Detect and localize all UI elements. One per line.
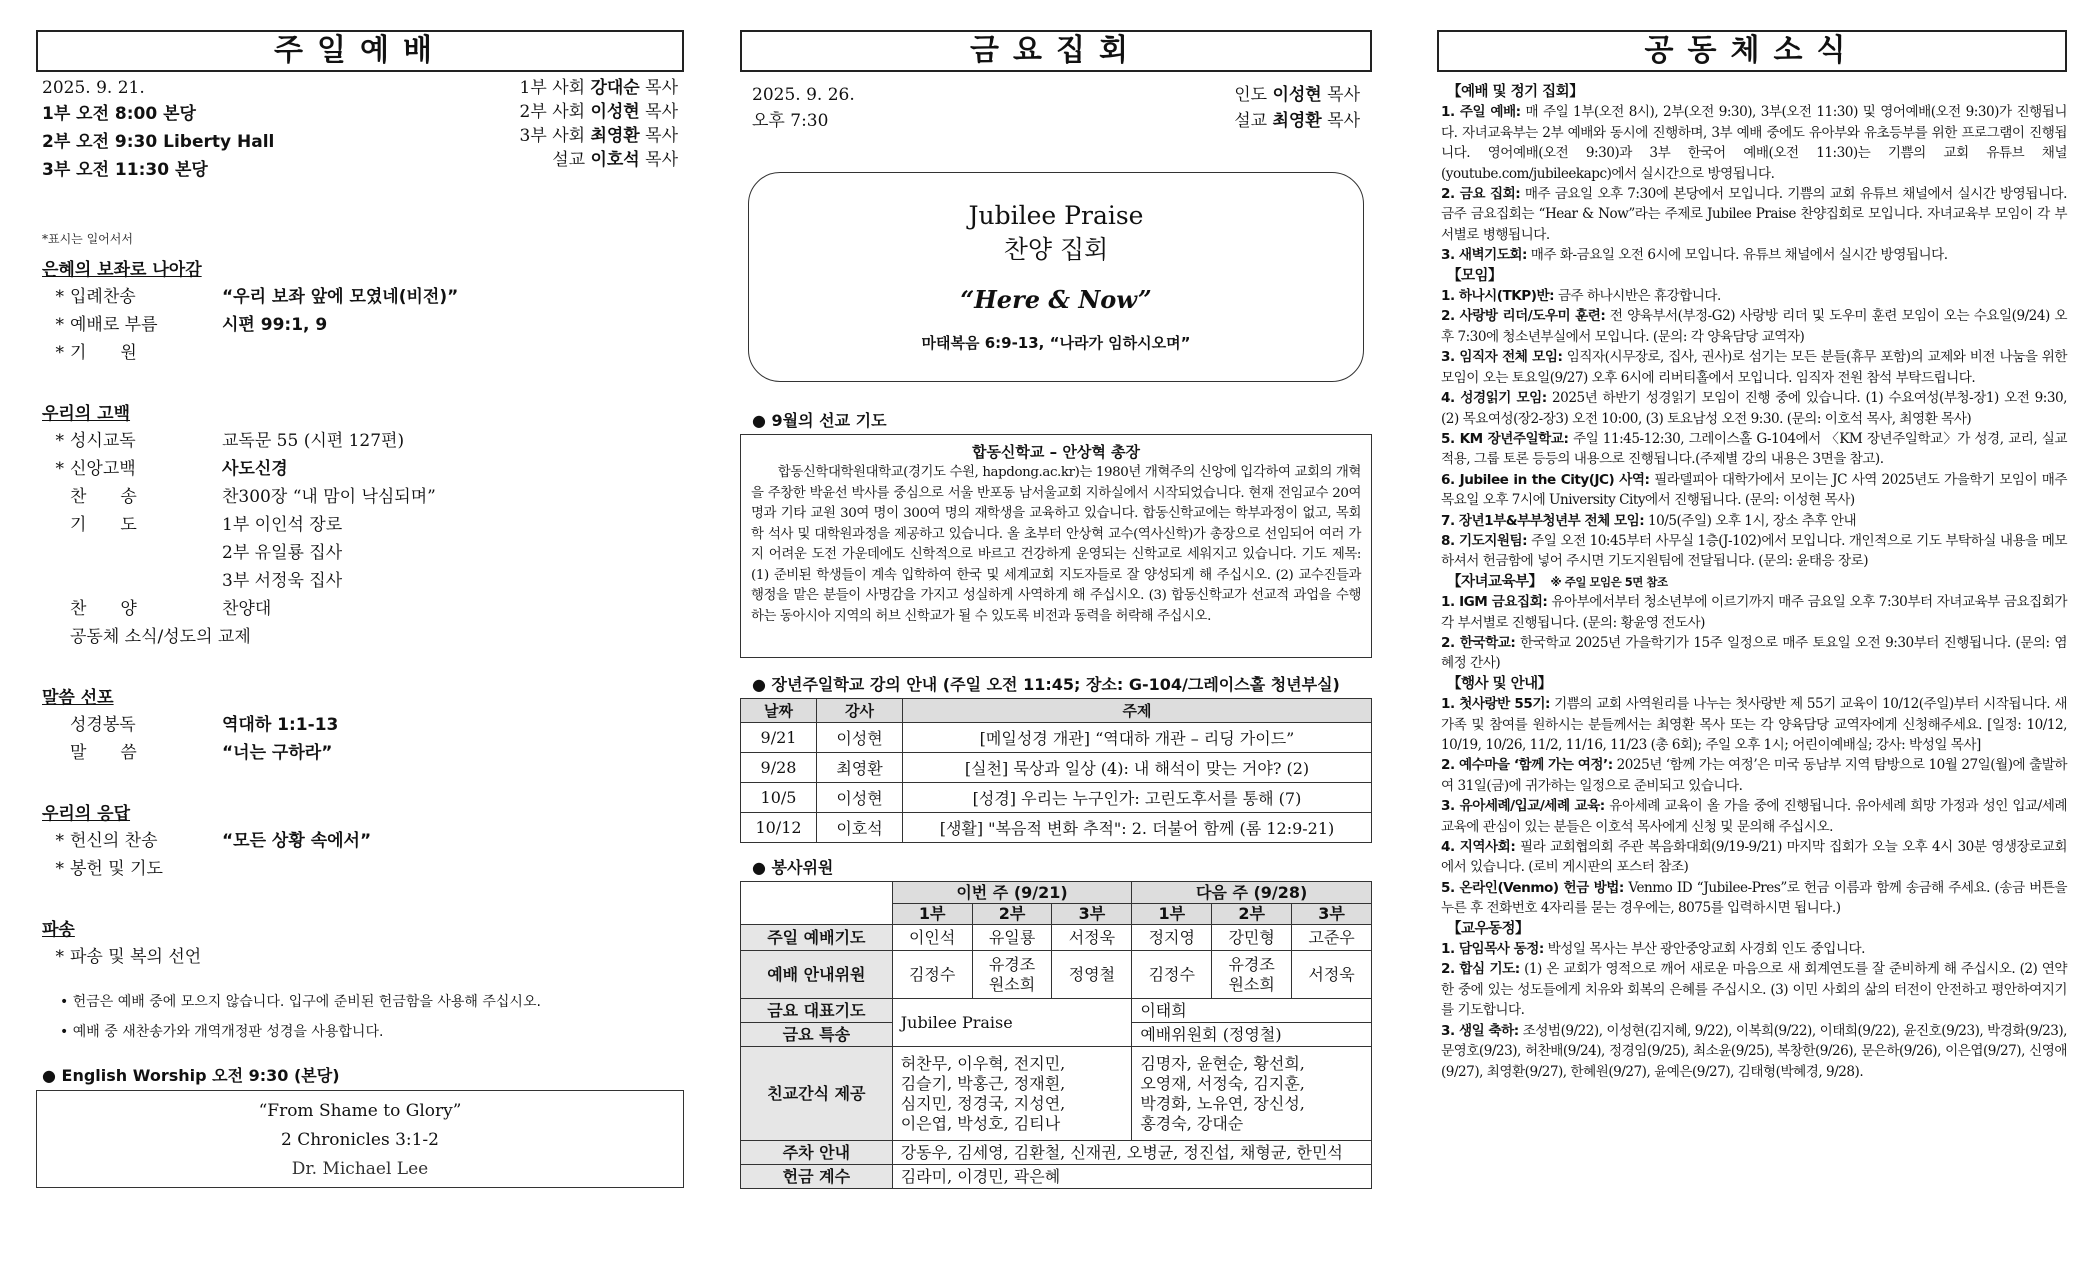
- order-value: “너는 구하라”: [222, 743, 333, 763]
- sunday-leader-line: [520, 148, 678, 172]
- parking-label: 주차 안내: [741, 1141, 893, 1165]
- news-item-heading: 3. 임직자 전체 모임:: [1441, 349, 1563, 366]
- sunday-leader-line: [520, 124, 678, 148]
- stand-marker: *: [55, 431, 64, 451]
- friday-header: [740, 72, 1372, 172]
- leader-title: 목사: [645, 78, 678, 98]
- order-of-worship: [36, 257, 684, 971]
- news-category: [1447, 919, 2067, 939]
- snack-line: 오영재, 서정숙, 김지훈,: [1140, 1073, 1305, 1093]
- english-worship-box: [36, 1090, 684, 1188]
- sunday-worship-title: 주일예배: [36, 30, 684, 72]
- section-title: 파송: [42, 920, 75, 940]
- order-value: “모든 상황 속에서”: [222, 831, 372, 851]
- order-label: [70, 567, 222, 595]
- news-item-heading: 7. 장년1부&부부청년부 전체 모임:: [1441, 512, 1645, 529]
- news-item: [1441, 102, 2067, 184]
- order-row: [36, 511, 684, 539]
- english-scripture: 2 Chronicles 3:1-2: [281, 1130, 439, 1150]
- stand-marker: *: [55, 343, 64, 363]
- order-row: [36, 711, 684, 739]
- news-item: [1441, 388, 2067, 429]
- sunday-prayer-label: 주일 예배기도: [741, 925, 893, 951]
- snack-line: 김명자, 윤현순, 황선희,: [1140, 1053, 1305, 1073]
- section-title: 우리의 응답: [42, 804, 131, 824]
- jubilee-scripture: 마태복음 6:9-13, “나라가 임하시오며”: [921, 334, 1191, 352]
- news-item: [1441, 959, 2067, 1020]
- stand-marker: *: [55, 859, 64, 879]
- snacks-this: [892, 1047, 1132, 1141]
- friday-leader-line: [1234, 108, 1360, 134]
- sunday-leader-line: [520, 76, 678, 100]
- order-value: [251, 623, 684, 651]
- ushers-label: 예배 안내위원: [741, 951, 893, 999]
- category-title: 【예배 및 정기 집회】: [1447, 84, 1584, 100]
- next-part-2: 2부: [1212, 904, 1292, 925]
- stand-marker: [36, 595, 70, 623]
- next-part-1: 1부: [1132, 904, 1212, 925]
- snack-line: 홍경숙, 강대순: [1140, 1113, 1244, 1133]
- order-label: 파송 및 복의 선언: [70, 947, 202, 967]
- order-row: [36, 283, 684, 311]
- leader-name: 강대순: [590, 78, 640, 98]
- news-item-heading: 1. 담임목사 동정:: [1441, 941, 1544, 958]
- lecture-topic: [생활] "복음적 변화 추적": 2. 더불어 함께 (롬 12:9-21): [903, 813, 1372, 843]
- section-title: 은혜의 보좌로 나아감: [42, 260, 202, 280]
- next-week-header: 다음 주 (9/28): [1132, 882, 1372, 904]
- order-row: [36, 623, 684, 651]
- order-value: 찬양대: [222, 599, 272, 619]
- order-label: 말 씀: [70, 743, 137, 763]
- service-1-time: 1부 오전 8:00 본당: [42, 104, 196, 124]
- ushers-this-2: 유경조 원소희: [972, 951, 1052, 999]
- sunday-prayer-row: [741, 925, 1372, 951]
- lecture-table: [740, 698, 1372, 843]
- news-item: [1441, 878, 2067, 919]
- news-item: [1441, 531, 2067, 572]
- news-item-heading: 2. 합심 기도:: [1441, 961, 1520, 978]
- lecture-date: 10/5: [741, 783, 817, 813]
- order-label: 찬 송: [70, 487, 137, 507]
- stand-marker: *: [55, 947, 64, 967]
- order-value: 역대하 1:1-13: [222, 715, 339, 735]
- order-label: 찬 양: [70, 599, 137, 619]
- news-item: [1441, 755, 2067, 796]
- order-label: [70, 539, 222, 567]
- news-item: [1441, 184, 2067, 245]
- news-item: [1441, 306, 2067, 347]
- news-item-text: 주일 오전 10:45부터 사무실 1층(J-102)에서 모입니다. 개인적으로 기도 부탁하실 내용을 메모하셔서 헌금함에 넣어 주시면 기도지원팀에 전달됩니다. (문의: 윤태응 장로): [1441, 532, 2067, 570]
- lecture-rows: [741, 723, 1372, 843]
- stand-marker: [36, 711, 70, 739]
- snacks-next: [1132, 1047, 1372, 1141]
- stand-marker: [36, 739, 70, 767]
- news-category: [1447, 82, 2067, 102]
- news-item: [1441, 470, 2067, 511]
- friday-gathering-title: 금요집회: [740, 30, 1372, 72]
- stand-note: *표시는 일어서서: [42, 232, 133, 246]
- community-news-body: [1437, 72, 2067, 1082]
- stand-marker: *: [55, 315, 64, 335]
- news-item: [1441, 796, 2067, 837]
- order-row: [36, 427, 684, 455]
- parking-row: [741, 1141, 1372, 1165]
- order-row: [36, 827, 684, 855]
- lecture-row: [741, 753, 1372, 783]
- service-3-time: 3부 오전 11:30 본당: [42, 160, 208, 180]
- lecture-col-speaker: 강사: [817, 699, 903, 723]
- news-item: [1441, 633, 2067, 674]
- stand-marker: [36, 623, 70, 651]
- news-item-text: 금주 하나시반은 휴강합니다.: [1554, 288, 1721, 305]
- sunday-prayer-next-1: 정지영: [1132, 925, 1212, 951]
- news-item-heading: 4. 성경읽기 모임:: [1441, 390, 1547, 407]
- news-item-heading: 1. 첫사랑반 55기:: [1441, 696, 1550, 713]
- servers-week-row: [741, 882, 1372, 904]
- this-part-1: 1부: [892, 904, 972, 925]
- lecture-date: 9/28: [741, 753, 817, 783]
- friday-time: 오후 7:30: [752, 111, 829, 131]
- jubilee-praise-box: [748, 172, 1364, 382]
- news-item-heading: 2. 한국학교:: [1441, 634, 1516, 651]
- order-label: 기 원: [70, 343, 137, 363]
- stand-marker: [36, 511, 70, 539]
- news-item-text: 전 양육부서(부정-G2) 사랑방 리더 및 도우미 훈련 모임이 오는 수요일(9/24) 오후 7:30에 청소년부실에서 모입니다. (문의: 각 양육담당 교역자): [1441, 308, 2067, 345]
- ushers-row: [741, 951, 1372, 999]
- lecture-speaker: 이성현: [817, 783, 903, 813]
- order-label: 입례찬송: [70, 287, 136, 307]
- news-item-text: 필라델피아 대학가에서 모이는 JC 사역 2025년도 가을학기 모임이 매주 목요일 오후 7시에 University City에서 진행됩니다. (문의: 이성현 목사): [1441, 471, 2067, 509]
- stand-marker: *: [55, 287, 64, 307]
- order-row: [36, 567, 684, 595]
- news-item-text: 필라 교회협의회 주관 복음화대회(9/19-9/21) 마지막 집회가 오늘 오후 4시 30분 영생장로교회에서 있습니다. (로비 게시판의 포스터 참조): [1441, 839, 2067, 876]
- news-item-heading: 5. 온라인(Venmo) 헌금 방법:: [1441, 879, 1624, 896]
- snack-line: 심지민, 정경국, 지성연,: [900, 1093, 1066, 1113]
- news-item-text: 10/5(주일) 오후 1시, 장소 추후 안내: [1644, 512, 1857, 529]
- news-item: [1441, 939, 2067, 959]
- order-row: [36, 339, 684, 367]
- leader-role: 인도: [1234, 85, 1268, 105]
- section-gap: [36, 767, 684, 801]
- news-item-text: 임직자(시무장로, 집사, 권사)로 섬기는 모든 분들(휴무 포함)의 교제와 비전 나눔을 위한 모임이 오는 토요일(9/27) 오후 6시에 리버티홀에서 모입니다. 임직자 전원 참석 부탁드립니다.: [1441, 349, 2067, 386]
- news-item-text: 매주 금요일 오후 7:30에 본당에서 모입니다. 기쁨의 교회 유튜브 채널에서 실시간 방영됩니다. 금주 금요집회는 “Hear & Now”라는 주제로 Jubilee Praise 찬양집회로 모입니다. 자녀교육부 모임이 각 부서별로 병행됩니다.: [1441, 186, 2067, 243]
- news-item-text: 박성일 목사는 부산 광안중앙교회 사경회 인도 중입니다.: [1543, 941, 1865, 958]
- news-item: [1441, 592, 2067, 633]
- friday-special-next: 예배위원회 (정영철): [1132, 1023, 1372, 1047]
- leader-role: 2부 사회: [519, 102, 586, 122]
- order-label: 성경봉독: [70, 715, 136, 735]
- sunday-leaders: [520, 76, 678, 172]
- section-gap: [36, 367, 684, 401]
- sunday-prayer-next-2: 강민형: [1212, 925, 1292, 951]
- news-item-heading: 3. 새벽기도회:: [1441, 247, 1527, 264]
- service-2-time: 2부 오전 9:30 Liberty Hall: [42, 132, 275, 152]
- order-label: 기 도: [70, 515, 137, 535]
- lecture-col-date: 날짜: [741, 699, 817, 723]
- lecture-date: 9/21: [741, 723, 817, 753]
- order-value: 교독문 55 (시편 127편): [222, 431, 405, 451]
- leader-title: 목사: [1327, 85, 1360, 105]
- leader-name: 이호석: [590, 150, 640, 170]
- order-value: [137, 339, 684, 367]
- this-part-2: 2부: [972, 904, 1052, 925]
- leader-role: 설교: [552, 150, 586, 170]
- servers-heading: ● 봉사위원: [752, 858, 834, 877]
- order-row: [36, 483, 684, 511]
- leader-title: 목사: [645, 126, 678, 146]
- lecture-topic: [성경] 우리는 누구인가: 고린도후서를 통해 (7): [903, 783, 1372, 813]
- offering-count-value: 김라미, 이경민, 곽은혜: [892, 1165, 1371, 1189]
- community-news-title: 공동체소식: [1437, 30, 2067, 72]
- worship-notes: [36, 987, 684, 1047]
- servers-table: [740, 881, 1372, 1189]
- news-item: [1441, 1021, 2067, 1082]
- news-item: [1441, 837, 2067, 878]
- order-value: 사도신경: [222, 459, 288, 479]
- lecture-speaker: 최영환: [817, 753, 903, 783]
- snacks-label: 친교간식 제공: [741, 1047, 893, 1141]
- order-value: 시편 99:1, 9: [222, 315, 328, 335]
- news-item-heading: 1. 하나시(TKP)반:: [1441, 288, 1555, 305]
- order-label: 공동체 소식/성도의 교제: [70, 627, 251, 647]
- this-week-header: 이번 주 (9/21): [892, 882, 1132, 904]
- news-item-text: 조성범(9/22), 이성현(김지혜, 9/22), 이복희(9/22), 이태희(9/22), 윤진호(9/23), 박경화(9/23), 문영호(9/23), 허찬배(9/24), 정경임(9/25), 최소윤(9/25), 복창한(9/26), 문은하(9/26), 이은엽(9/27), 신영애(9/27), 최영환(9/27), 한혜원(9/27), 윤예은(9/27), 김태형(박혜경, 9/28).: [1441, 1022, 2067, 1080]
- sunday-prayer-this-3: 서정욱: [1052, 925, 1132, 951]
- news-item-heading: 5. KM 장년주일학교:: [1441, 430, 1569, 447]
- leader-name: 이성현: [1272, 85, 1322, 105]
- friday-leader-line: [1234, 82, 1360, 108]
- ushers-next-2: 유경조 원소희: [1212, 951, 1292, 999]
- friday-special-label: 금요 특송: [741, 1023, 893, 1047]
- bible-note: • 예배 중 새찬송가와 개역개정판 성경을 사용합니다.: [60, 1024, 384, 1040]
- news-item-heading: 4. 지역사회:: [1441, 839, 1516, 856]
- news-item-text: 2025년 하반기 성경읽기 모임이 진행 중에 있습니다. (1) 수요여성(부청-장1) 오전 9:30, (2) 목요여성(장2-장3) 오전 10:00, (3) 토요남성 오전 9:30. (문의: 이호석 목사, 최영환 목사): [1441, 390, 2067, 427]
- news-category: [1447, 572, 2067, 592]
- jubilee-subtitle: 찬양 집회: [1003, 235, 1109, 264]
- news-item-text: (1) 온 교회가 영적으로 깨어 새로운 마음으로 새 회계연도를 잘 준비하게 해 주십시오. (2) 연약한 중에 있는 성도들에게 치유와 회복의 은혜를 주십시오. (3) 이민 사회의 삶의 터전이 안전하고 평안하여지기를 기도합니다.: [1441, 961, 2068, 1019]
- category-note: ※ 주일 모임은 5면 참조: [1550, 574, 1668, 589]
- ushers-this-1: 김정수: [892, 951, 972, 999]
- news-item-heading: 2. 예수마을 ‘함께 가는 여정’:: [1441, 757, 1613, 774]
- friday-leaders: [1234, 82, 1360, 134]
- stand-marker: [36, 567, 70, 595]
- friday-special-this: Jubilee Praise: [892, 999, 1132, 1047]
- order-value: [163, 855, 684, 883]
- order-label: 신앙고백: [70, 459, 136, 479]
- order-row: [36, 539, 684, 567]
- news-category: [1447, 266, 2067, 286]
- mission-prayer-heading: ● 9월의 선교 기도: [752, 411, 887, 430]
- section-title: 우리의 고백: [42, 404, 131, 424]
- order-label: 봉헌 및 기도: [70, 859, 163, 879]
- mission-box-title: 합동신학교 – 안상혁 총장: [971, 443, 1141, 461]
- lecture-date: 10/12: [741, 813, 817, 843]
- stand-marker: [36, 539, 70, 567]
- leader-title: 목사: [645, 102, 678, 122]
- news-item: [1441, 511, 2067, 531]
- leader-title: 목사: [645, 150, 678, 170]
- leader-title: 목사: [1327, 111, 1360, 131]
- order-row: [36, 739, 684, 767]
- stand-marker: *: [55, 831, 64, 851]
- leader-name: 이성현: [590, 102, 640, 122]
- order-value: 찬300장 “내 맘이 낙심되며”: [222, 487, 436, 507]
- news-item-text: 유아세례 교육이 올 가을 중에 진행됩니다. 유아세례 희망 가정과 성인 입교/세례 교육에 관심이 있는 분들은 이호석 목사에게 신청 및 문의해 주십시오.: [1441, 798, 2067, 835]
- mission-prayer-box: [740, 434, 1372, 658]
- snacks-row: [741, 1047, 1372, 1141]
- order-row: [36, 311, 684, 339]
- order-label: 예배로 부름: [70, 315, 158, 335]
- news-item-text: 유아부에서부터 청소년부에 이르기까지 매주 금요일 오후 7:30부터 자녀교육부 금요집회가 각 부서별로 진행됩니다. (문의: 황윤영 전도사): [1441, 594, 2067, 631]
- order-label: 헌신의 찬송: [70, 831, 158, 851]
- lecture-heading: ● 장년주일학교 강의 안내 (주일 오전 11:45; 장소: G-104/그레이스홀 청년부실): [752, 675, 1340, 694]
- offering-count-label: 헌금 계수: [741, 1165, 893, 1189]
- lecture-topic: [실천] 묵상과 일상 (4): 내 해석이 맞는 거야? (2): [903, 753, 1372, 783]
- ushers-this-3: 정영철: [1052, 951, 1132, 999]
- order-value: 1부 이인석 장로: [222, 515, 343, 535]
- category-title: 【교우동정】: [1447, 920, 1530, 937]
- news-item-heading: 1. 주일 예배:: [1441, 104, 1521, 121]
- leader-name: 최영환: [1272, 111, 1322, 131]
- english-speaker: Dr. Michael Lee: [291, 1159, 429, 1179]
- lecture-speaker: 이성현: [817, 723, 903, 753]
- order-value: [201, 943, 684, 971]
- english-sermon-title: “From Shame to Glory”: [258, 1101, 462, 1121]
- news-item-heading: 1. IGM 금요집회:: [1441, 594, 1548, 611]
- news-item-heading: 2. 사랑방 리더/도우미 훈련:: [1441, 308, 1606, 325]
- snack-line: 이은엽, 박성호, 김티나: [900, 1113, 1061, 1133]
- order-value: 2부 유일룡 집사: [222, 543, 343, 563]
- news-item: [1441, 694, 2067, 755]
- snack-line: 김슬기, 박홍근, 정재흰,: [900, 1073, 1066, 1093]
- news-item-text: 매 주일 1부(오전 8시), 2부(오전 9:30), 3부(오전 11:30) 및 영어예배(오전 9:30)가 진행됩니다. 자녀교육부는 2부 예배와 동시에 진행하며, 3부 예배 중에도 유아부와 유초등부를 위한 프로그램이 진행됩니다. 영어예배(오전 9:30)과 3부 한국어 예배(오전 11:30)는 기쁨의 교회 유튜브 채널(youtube.com/jubileekapc)에서 실시간으로 방영됩니다.: [1441, 104, 2067, 182]
- category-title: 【모임】: [1447, 267, 1503, 284]
- sunday-prayer-this-1: 이인석: [892, 925, 972, 951]
- order-row: [36, 595, 684, 623]
- sunday-date: 2025. 9. 21.: [42, 78, 145, 98]
- friday-prayer-label: 금요 대표기도: [741, 999, 893, 1023]
- order-value: “우리 보좌 앞에 모였네(비전)”: [222, 287, 459, 307]
- snack-line: 박경화, 노유연, 장신성,: [1140, 1093, 1305, 1113]
- snack-line: 허찬무, 이우혁, 전지민,: [900, 1053, 1066, 1073]
- category-title: 【행사 및 안내】: [1447, 675, 1552, 692]
- news-item-heading: 3. 유아세례/입교/세례 교육:: [1441, 798, 1605, 815]
- lecture-row: [741, 723, 1372, 753]
- order-label: 성시교독: [70, 431, 136, 451]
- leader-role: 3부 사회: [519, 126, 586, 146]
- news-item: [1441, 429, 2067, 470]
- section-gap: [36, 651, 684, 685]
- lecture-topic: [메일성경 개관] “역대하 개관 – 리딩 가이드”: [903, 723, 1372, 753]
- ushers-next-1: 김정수: [1132, 951, 1212, 999]
- news-item-text: 주일 11:45-12:30, 그레이스홀 G-104에서 〈KM 장년주일학교〉가 성경, 교리, 실교 적용, 그룹 토론 등등의 내용으로 진행됩니다.(주제별 강의 내용은 3면을 참고).: [1441, 430, 2068, 468]
- news-item-text: 매주 화-금요일 오전 6시에 모입니다. 유튜브 채널에서 실시간 방영됩니다.: [1526, 247, 1948, 264]
- offering-count-row: [741, 1165, 1372, 1189]
- category-title: 【자녀교육부】: [1447, 573, 1543, 590]
- friday-prayer-row: [741, 999, 1372, 1023]
- jubilee-title: Jubilee Praise: [968, 201, 1144, 230]
- order-row: [36, 943, 684, 971]
- next-part-3: 3부: [1292, 904, 1372, 925]
- lecture-row: [741, 813, 1372, 843]
- order-row: [36, 855, 684, 883]
- news-item-text: 기쁨의 교회 사역원리를 나누는 첫사랑반 제 55기 교육이 10/12(주일)부터 시작됩니다. 새가족 및 참여를 원하시는 분들께서는 최영환 목사 또는 각 양육담당 교역자에게 신청해주세요. [일정: 10/12, 10/19, 10/26, 11/2, 11/16, 11/23 (총 6회); 주일 오후 1시; 어린이예배실; 강사: 박성일 목사]: [1441, 696, 2067, 753]
- news-item: [1441, 347, 2067, 388]
- ushers-next-3: 서정욱: [1292, 951, 1372, 999]
- parking-value: 강동우, 김세영, 김환철, 신재권, 오병균, 정진섭, 채형균, 한민석: [892, 1141, 1371, 1165]
- community-news-column: [1437, 30, 2067, 1082]
- sunday-worship-column: [36, 30, 684, 1188]
- sunday-service-header: [36, 72, 684, 222]
- news-item-text: 한국학교 2025년 가을학기가 15주 일정으로 매주 토요일 오전 9:30부터 진행됩니다. (문의: 염혜정 간사): [1441, 634, 2067, 672]
- mission-box-body: 합동신학대학원대학교(경기도 수원, hapdong.ac.kr)는 1980년 개혁주의 신앙에 입각하여 교회의 개혁을 주창한 박윤선 박사를 중심으로 서울 반포동 남서울교회 지하실에서 시작되었습니다. 현재 전임교수 20여 명과 기타 교원 30여 명이 300여 명의 재학생을 교육하고 있습니다. 합동신학교에는 학부과정이 없고, 목회학 석사 및 대학원과정을 제공하고 있습니다. 올 초부터 안상혁 교수(역사신학)가 총장으로 선임되어 여러 가지 어려운 도전 가운데에도 신학적으로 바르고 건강하게 운영되는 신학교로 세워지고 있습니다. 기도 제목: (1) 준비된 학생들이 계속 입학하여 한국 및 세계교회 지도자들로 잘 양성되게 해 주십시오. (2) 교수진들과 행정을 맡은 분들이 사명감을 가지고 성실하게 사역하게 해 주십시오. (3) 합동신학교가 선교적 과업을 수행하는 동아시아 지역의 허브 신학교가 될 수 있도록 비전과 동력을 허락해 주십시오.: [751, 465, 1361, 624]
- friday-date: 2025. 9. 26.: [752, 85, 855, 105]
- friday-gathering-column: [740, 30, 1372, 1189]
- lecture-row: [741, 783, 1372, 813]
- news-item: [1441, 245, 2067, 265]
- section-title: 말씀 선포: [42, 688, 114, 708]
- leader-role: 설교: [1234, 111, 1268, 131]
- offering-note: • 헌금은 예배 중에 모으지 않습니다. 입구에 준비된 헌금함을 사용해 주십시오.: [60, 994, 541, 1010]
- news-item-heading: 6. Jubilee in the City(JC) 사역:: [1441, 471, 1650, 488]
- lecture-header-row: [741, 699, 1372, 723]
- news-item-text: 2025년 ‘함께 가는 여정’은 미국 동남부 지역 탐방으로 10월 27일(월)에 출발하여 31일(금)에 귀가하는 일정으로 준비되고 있습니다.: [1441, 757, 2068, 794]
- english-worship-heading: ● English Worship 오전 9:30 (본당): [42, 1066, 340, 1085]
- leader-role: 1부 사회: [519, 78, 586, 98]
- order-value: 3부 서정욱 집사: [222, 571, 343, 591]
- stand-marker: [36, 483, 70, 511]
- news-category: [1447, 674, 2067, 694]
- friday-prayer-next: 이태희: [1132, 999, 1372, 1023]
- news-item-text: Venmo ID “Jubilee-Pres”로 헌금 이름과 함께 송금해 주세요. (송금 버튼을 누른 후 전화번호 4자리를 묻는 경우에는, 8075를 입력하시면 됩니다.): [1441, 879, 2067, 917]
- lecture-col-topic: 주제: [903, 699, 1372, 723]
- lecture-speaker: 이호석: [817, 813, 903, 843]
- news-item-heading: 3. 생일 축하:: [1441, 1022, 1519, 1039]
- leader-name: 최영환: [590, 126, 640, 146]
- order-row: [36, 455, 684, 483]
- sunday-leader-line: [520, 100, 678, 124]
- jubilee-theme: “Here & Now”: [960, 285, 1152, 314]
- section-gap: [36, 883, 684, 917]
- news-item-heading: 2. 금요 집회:: [1441, 186, 1521, 203]
- this-part-3: 3부: [1052, 904, 1132, 925]
- sunday-prayer-next-3: 고준우: [1292, 925, 1372, 951]
- news-item: [1441, 286, 2067, 306]
- news-item-heading: 8. 기도지원팀:: [1441, 532, 1528, 549]
- sunday-prayer-this-2: 유일룡: [972, 925, 1052, 951]
- stand-marker: *: [55, 459, 64, 479]
